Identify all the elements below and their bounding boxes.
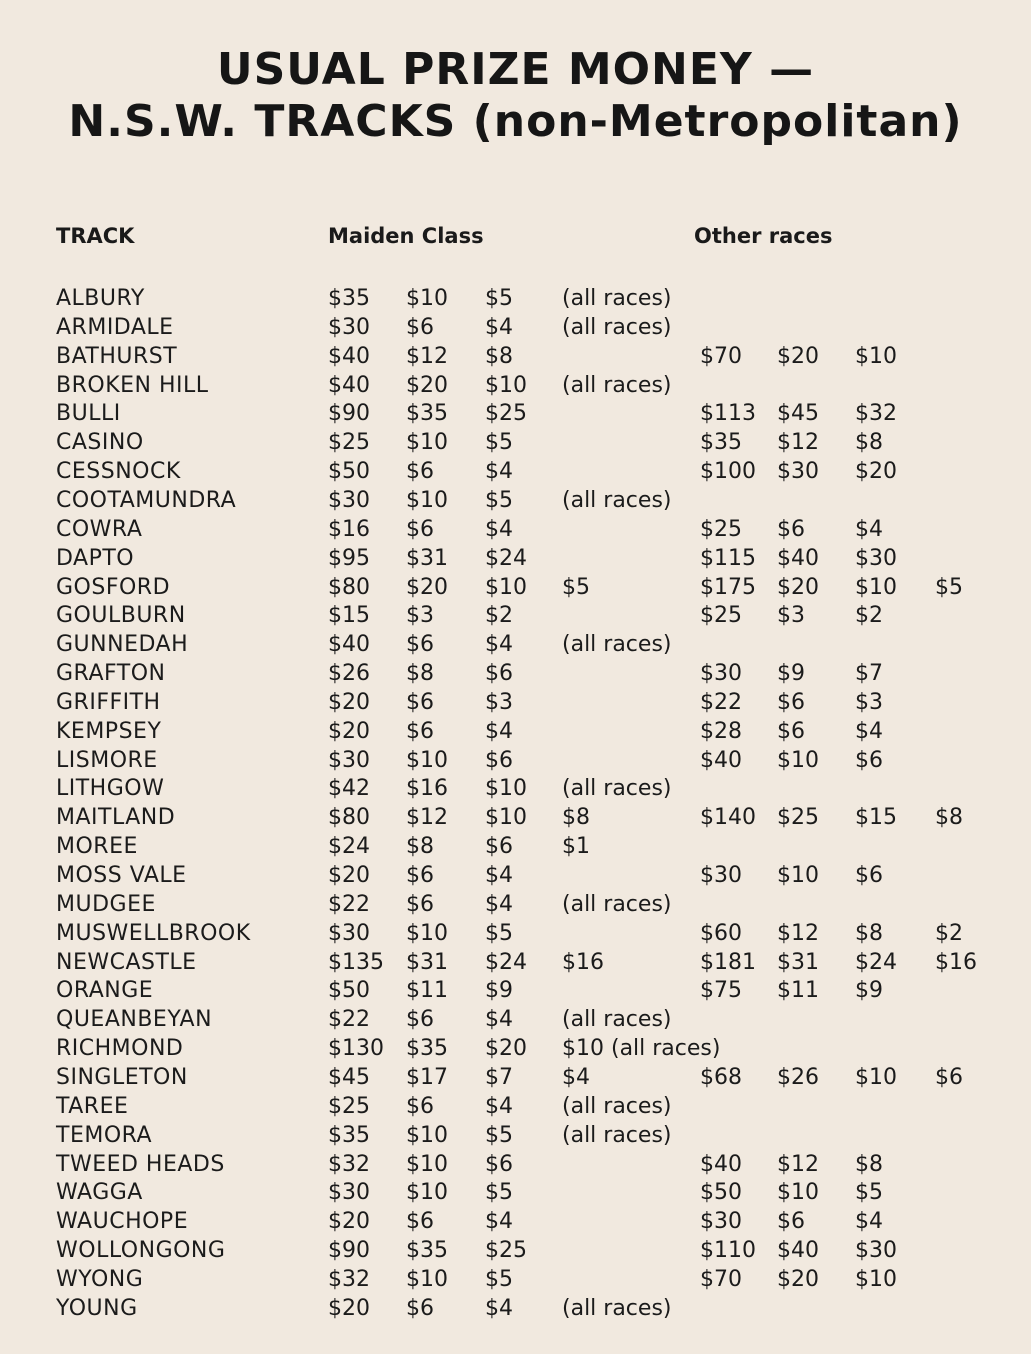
- maiden-prize-3: $4: [485, 314, 513, 340]
- table-row: [0, 919, 1031, 948]
- track-name: TAREE: [56, 1093, 129, 1119]
- table-row: [0, 284, 1031, 313]
- table-row: [0, 832, 1031, 861]
- maiden-prize-4: (all races): [562, 776, 672, 802]
- maiden-prize-1: $15: [328, 603, 370, 629]
- other-prize-2: $20: [777, 1266, 819, 1292]
- other-prize-1: $110: [700, 1238, 756, 1264]
- other-prize-1: $25: [700, 516, 742, 542]
- track-name: SINGLETON: [56, 1064, 188, 1090]
- track-name: GRIFFITH: [56, 689, 161, 715]
- column-header-track: TRACK: [56, 224, 135, 248]
- maiden-prize-1: $80: [328, 805, 370, 831]
- maiden-prize-3: $4: [485, 863, 513, 888]
- track-name: BROKEN HILL: [56, 372, 209, 398]
- maiden-prize-2: $17: [406, 1064, 448, 1090]
- other-prize-1: $175: [700, 574, 756, 600]
- other-prize-2: $3: [777, 603, 805, 629]
- maiden-prize-1: $30: [328, 314, 370, 340]
- track-name: LISMORE: [56, 747, 158, 773]
- maiden-prize-3: $5: [485, 1266, 513, 1292]
- maiden-prize-1: $40: [328, 632, 370, 658]
- other-prize-4: $16: [935, 949, 977, 975]
- other-prize-1: $70: [700, 1266, 742, 1292]
- maiden-prize-2: $10: [406, 1266, 448, 1292]
- track-name: NEWCASTLE: [56, 949, 197, 975]
- other-prize-1: $113: [700, 401, 756, 427]
- maiden-prize-3: $4: [485, 1209, 513, 1235]
- track-name: GOSFORD: [56, 574, 171, 600]
- other-prize-3: $8: [855, 1151, 883, 1177]
- maiden-prize-2: $6: [406, 718, 434, 744]
- table-row: [0, 371, 1031, 400]
- maiden-prize-2: $6: [406, 632, 434, 658]
- other-prize-3: $6: [855, 863, 883, 888]
- other-prize-2: $12: [777, 920, 819, 946]
- maiden-prize-3: $4: [485, 516, 513, 542]
- maiden-prize-4: (all races): [562, 1295, 672, 1321]
- maiden-prize-2: $20: [406, 574, 448, 600]
- maiden-prize-2: $10: [406, 747, 448, 773]
- maiden-prize-1: $30: [328, 747, 370, 773]
- other-prize-1: $68: [700, 1064, 742, 1090]
- track-name: BATHURST: [56, 343, 178, 369]
- maiden-prize-4: (all races): [562, 286, 672, 311]
- track-name: WAGGA: [56, 1180, 143, 1206]
- maiden-prize-2: $10: [406, 1180, 448, 1206]
- table-row: [0, 1265, 1031, 1294]
- table-row: [0, 688, 1031, 717]
- maiden-prize-3: $4: [485, 891, 513, 917]
- track-name: WYONG: [56, 1266, 144, 1292]
- other-prize-3: $6: [855, 747, 883, 773]
- table-row: [0, 1063, 1031, 1092]
- maiden-prize-3: $10: [485, 372, 527, 398]
- maiden-prize-1: $40: [328, 372, 370, 398]
- table-row: [0, 948, 1031, 977]
- other-prize-1: $28: [700, 718, 742, 744]
- maiden-prize-2: $10: [406, 430, 448, 456]
- maiden-prize-2: $12: [406, 343, 448, 369]
- track-name: MOREE: [56, 834, 138, 860]
- track-name: BULLI: [56, 401, 121, 427]
- maiden-prize-4: $16: [562, 949, 604, 975]
- maiden-prize-3: $6: [485, 661, 513, 687]
- other-prize-1: $75: [700, 978, 742, 1004]
- track-name: COOTAMUNDRA: [56, 487, 237, 513]
- other-prize-3: $30: [855, 545, 897, 571]
- other-prize-2: $20: [777, 574, 819, 600]
- other-prize-2: $40: [777, 545, 819, 571]
- other-prize-3: $4: [855, 1209, 883, 1235]
- maiden-prize-1: $25: [328, 430, 370, 456]
- maiden-prize-1: $45: [328, 1064, 370, 1090]
- table-row: [0, 544, 1031, 573]
- other-prize-3: $30: [855, 1238, 897, 1264]
- maiden-prize-3: $10: [485, 776, 527, 802]
- maiden-prize-1: $40: [328, 343, 370, 369]
- maiden-prize-2: $10: [406, 920, 448, 946]
- maiden-prize-2: $8: [406, 834, 434, 860]
- maiden-prize-3: $6: [485, 1151, 513, 1177]
- table-row: [0, 890, 1031, 919]
- table-row: [0, 746, 1031, 775]
- maiden-prize-3: $4: [485, 459, 513, 485]
- other-prize-3: $3: [855, 689, 883, 715]
- maiden-prize-1: $35: [328, 286, 370, 311]
- maiden-prize-4: $8: [562, 805, 590, 831]
- maiden-prize-4: $5: [562, 574, 590, 600]
- track-name: MOSS VALE: [56, 863, 187, 888]
- other-prize-1: $25: [700, 603, 742, 629]
- other-prize-3: $10: [855, 1064, 897, 1090]
- maiden-prize-1: $50: [328, 459, 370, 485]
- other-prize-2: $6: [777, 718, 805, 744]
- maiden-prize-4: (all races): [562, 314, 672, 340]
- maiden-prize-3: $10: [485, 805, 527, 831]
- column-header-other-races: Other races: [694, 224, 833, 248]
- table-row: [0, 1294, 1031, 1323]
- track-name: GUNNEDAH: [56, 632, 189, 658]
- maiden-prize-2: $6: [406, 1295, 434, 1321]
- other-prize-1: $140: [700, 805, 756, 831]
- other-prize-4: $2: [935, 920, 963, 946]
- other-prize-2: $26: [777, 1064, 819, 1090]
- track-name: YOUNG: [56, 1295, 138, 1321]
- maiden-prize-1: $32: [328, 1151, 370, 1177]
- other-prize-3: $4: [855, 516, 883, 542]
- maiden-prize-3: $25: [485, 1238, 527, 1264]
- table-row: [0, 861, 1031, 890]
- maiden-prize-4: (all races): [562, 891, 672, 917]
- other-prize-3: $5: [855, 1180, 883, 1206]
- other-prize-1: $181: [700, 949, 756, 975]
- table-row: [0, 717, 1031, 746]
- maiden-prize-2: $10: [406, 1122, 448, 1148]
- table-row: [0, 515, 1031, 544]
- maiden-prize-2: $11: [406, 978, 448, 1004]
- other-prize-2: $40: [777, 1238, 819, 1264]
- track-name: CESSNOCK: [56, 459, 181, 485]
- maiden-prize-2: $8: [406, 661, 434, 687]
- maiden-prize-4: (all races): [562, 632, 672, 658]
- table-row: [0, 428, 1031, 457]
- other-prize-3: $15: [855, 805, 897, 831]
- maiden-prize-3: $25: [485, 401, 527, 427]
- other-prize-3: $10: [855, 1266, 897, 1292]
- other-prize-2: $11: [777, 978, 819, 1004]
- table-row: [0, 399, 1031, 428]
- maiden-prize-1: $20: [328, 1295, 370, 1321]
- maiden-prize-1: $35: [328, 1122, 370, 1148]
- maiden-prize-2: $10: [406, 487, 448, 513]
- maiden-prize-3: $4: [485, 1093, 513, 1119]
- track-name: GOULBURN: [56, 603, 186, 629]
- other-prize-2: $10: [777, 863, 819, 888]
- maiden-prize-1: $22: [328, 891, 370, 917]
- table-row: [0, 1121, 1031, 1150]
- maiden-prize-3: $5: [485, 920, 513, 946]
- maiden-prize-3: $24: [485, 949, 527, 975]
- table-row: [0, 1178, 1031, 1207]
- other-prize-1: $40: [700, 747, 742, 773]
- other-prize-2: $20: [777, 343, 819, 369]
- track-name: MUDGEE: [56, 891, 156, 917]
- table-row: [0, 659, 1031, 688]
- maiden-prize-2: $6: [406, 1007, 434, 1033]
- maiden-prize-2: $10: [406, 286, 448, 311]
- table-row: [0, 803, 1031, 832]
- maiden-prize-3: $7: [485, 1064, 513, 1090]
- table-row: [0, 313, 1031, 342]
- maiden-prize-3: $5: [485, 286, 513, 311]
- maiden-prize-1: $80: [328, 574, 370, 600]
- maiden-prize-2: $6: [406, 863, 434, 888]
- maiden-prize-3: $6: [485, 834, 513, 860]
- maiden-prize-2: $6: [406, 891, 434, 917]
- other-prize-1: $22: [700, 689, 742, 715]
- track-name: KEMPSEY: [56, 718, 162, 744]
- other-prize-1: $35: [700, 430, 742, 456]
- maiden-prize-2: $6: [406, 1093, 434, 1119]
- maiden-prize-1: $130: [328, 1036, 384, 1062]
- other-prize-2: $30: [777, 459, 819, 485]
- maiden-prize-1: $90: [328, 1238, 370, 1264]
- maiden-prize-2: $12: [406, 805, 448, 831]
- other-prize-2: $12: [777, 1151, 819, 1177]
- other-prize-3: $8: [855, 920, 883, 946]
- maiden-prize-3: $10: [485, 574, 527, 600]
- maiden-prize-2: $6: [406, 459, 434, 485]
- track-name: RICHMOND: [56, 1036, 184, 1062]
- maiden-prize-3: $2: [485, 603, 513, 629]
- maiden-prize-2: $6: [406, 1209, 434, 1235]
- other-prize-2: $10: [777, 1180, 819, 1206]
- other-prize-3: $8: [855, 430, 883, 456]
- other-prize-1: $40: [700, 1151, 742, 1177]
- maiden-prize-1: $32: [328, 1266, 370, 1292]
- other-prize-3: $24: [855, 949, 897, 975]
- other-prize-3: $20: [855, 459, 897, 485]
- maiden-prize-2: $35: [406, 1036, 448, 1062]
- track-name: GRAFTON: [56, 661, 166, 687]
- maiden-prize-1: $30: [328, 920, 370, 946]
- maiden-prize-2: $20: [406, 372, 448, 398]
- other-prize-4: $6: [935, 1064, 963, 1090]
- table-row: [0, 342, 1031, 371]
- maiden-prize-2: $35: [406, 401, 448, 427]
- maiden-prize-1: $16: [328, 516, 370, 542]
- maiden-prize-3: $5: [485, 487, 513, 513]
- maiden-prize-3: $24: [485, 545, 527, 571]
- other-prize-1: $30: [700, 661, 742, 687]
- maiden-prize-4: $1: [562, 834, 590, 860]
- table-row: [0, 457, 1031, 486]
- maiden-prize-4: (all races): [562, 372, 672, 398]
- maiden-prize-4: $10 (all races): [562, 1036, 721, 1062]
- track-name: TEMORA: [56, 1122, 153, 1148]
- maiden-prize-1: $95: [328, 545, 370, 571]
- maiden-prize-2: $6: [406, 689, 434, 715]
- other-prize-1: $100: [700, 459, 756, 485]
- track-name: COWRA: [56, 516, 143, 542]
- other-prize-1: $60: [700, 920, 742, 946]
- maiden-prize-2: $10: [406, 1151, 448, 1177]
- track-name: DAPTO: [56, 545, 135, 571]
- track-name: QUEANBEYAN: [56, 1007, 213, 1033]
- maiden-prize-1: $25: [328, 1093, 370, 1119]
- table-row: [0, 1005, 1031, 1034]
- maiden-prize-3: $5: [485, 1180, 513, 1206]
- table-row: [0, 630, 1031, 659]
- table-row: [0, 774, 1031, 803]
- other-prize-1: $50: [700, 1180, 742, 1206]
- other-prize-3: $9: [855, 978, 883, 1004]
- track-name: MUSWELLBROOK: [56, 920, 251, 946]
- maiden-prize-4: (all races): [562, 487, 672, 513]
- other-prize-2: $45: [777, 401, 819, 427]
- maiden-prize-3: $3: [485, 689, 513, 715]
- maiden-prize-3: $20: [485, 1036, 527, 1062]
- track-name: CASINO: [56, 430, 144, 456]
- track-name: LITHGOW: [56, 776, 165, 802]
- maiden-prize-3: $4: [485, 1295, 513, 1321]
- other-prize-3: $7: [855, 661, 883, 687]
- track-name: TWEED HEADS: [56, 1151, 225, 1177]
- table-row: [0, 1034, 1031, 1063]
- other-prize-2: $12: [777, 430, 819, 456]
- table-row: [0, 573, 1031, 602]
- track-name: WAUCHOPE: [56, 1209, 189, 1235]
- table-row: [0, 1207, 1031, 1236]
- page-title-line-2: N.S.W. TRACKS (non-Metropolitan): [68, 96, 963, 147]
- other-prize-2: $6: [777, 1209, 805, 1235]
- other-prize-4: $8: [935, 805, 963, 831]
- table-row: [0, 976, 1031, 1005]
- other-prize-3: $4: [855, 718, 883, 744]
- other-prize-2: $10: [777, 747, 819, 773]
- maiden-prize-3: $4: [485, 632, 513, 658]
- maiden-prize-3: $9: [485, 978, 513, 1004]
- table-row: [0, 601, 1031, 630]
- maiden-prize-1: $42: [328, 776, 370, 802]
- maiden-prize-4: (all races): [562, 1093, 672, 1119]
- table-row: [0, 1092, 1031, 1121]
- other-prize-1: $30: [700, 863, 742, 888]
- maiden-prize-3: $4: [485, 718, 513, 744]
- maiden-prize-1: $22: [328, 1007, 370, 1033]
- page-title-line-1: USUAL PRIZE MONEY —: [216, 44, 815, 95]
- maiden-prize-1: $30: [328, 1180, 370, 1206]
- table-row: [0, 1236, 1031, 1265]
- maiden-prize-1: $90: [328, 401, 370, 427]
- maiden-prize-3: $5: [485, 1122, 513, 1148]
- other-prize-2: $25: [777, 805, 819, 831]
- maiden-prize-1: $20: [328, 1209, 370, 1235]
- track-name: ORANGE: [56, 978, 154, 1004]
- other-prize-3: $10: [855, 343, 897, 369]
- other-prize-2: $9: [777, 661, 805, 687]
- other-prize-2: $31: [777, 949, 819, 975]
- table-row: [0, 486, 1031, 515]
- maiden-prize-3: $4: [485, 1007, 513, 1033]
- maiden-prize-2: $3: [406, 603, 434, 629]
- maiden-prize-2: $6: [406, 314, 434, 340]
- maiden-prize-1: $20: [328, 718, 370, 744]
- other-prize-1: $70: [700, 343, 742, 369]
- maiden-prize-4: $4: [562, 1064, 590, 1090]
- other-prize-1: $115: [700, 545, 756, 571]
- maiden-prize-3: $8: [485, 343, 513, 369]
- other-prize-3: $32: [855, 401, 897, 427]
- other-prize-3: $10: [855, 574, 897, 600]
- maiden-prize-1: $135: [328, 949, 384, 975]
- maiden-prize-1: $20: [328, 863, 370, 888]
- maiden-prize-1: $30: [328, 487, 370, 513]
- maiden-prize-3: $5: [485, 430, 513, 456]
- maiden-prize-1: $24: [328, 834, 370, 860]
- maiden-prize-3: $6: [485, 747, 513, 773]
- track-name: ALBURY: [56, 286, 145, 311]
- maiden-prize-4: (all races): [562, 1122, 672, 1148]
- maiden-prize-1: $20: [328, 689, 370, 715]
- other-prize-4: $5: [935, 574, 963, 600]
- maiden-prize-2: $16: [406, 776, 448, 802]
- other-prize-1: $30: [700, 1209, 742, 1235]
- table-row: [0, 1150, 1031, 1179]
- track-name: ARMIDALE: [56, 314, 174, 340]
- track-name: WOLLONGONG: [56, 1238, 226, 1264]
- other-prize-2: $6: [777, 516, 805, 542]
- track-name: MAITLAND: [56, 805, 176, 831]
- other-prize-3: $2: [855, 603, 883, 629]
- maiden-prize-4: (all races): [562, 1007, 672, 1033]
- maiden-prize-1: $50: [328, 978, 370, 1004]
- maiden-prize-2: $6: [406, 516, 434, 542]
- maiden-prize-2: $31: [406, 545, 448, 571]
- other-prize-2: $6: [777, 689, 805, 715]
- maiden-prize-1: $26: [328, 661, 370, 687]
- column-header-maiden-class: Maiden Class: [328, 224, 484, 248]
- maiden-prize-2: $35: [406, 1238, 448, 1264]
- maiden-prize-2: $31: [406, 949, 448, 975]
